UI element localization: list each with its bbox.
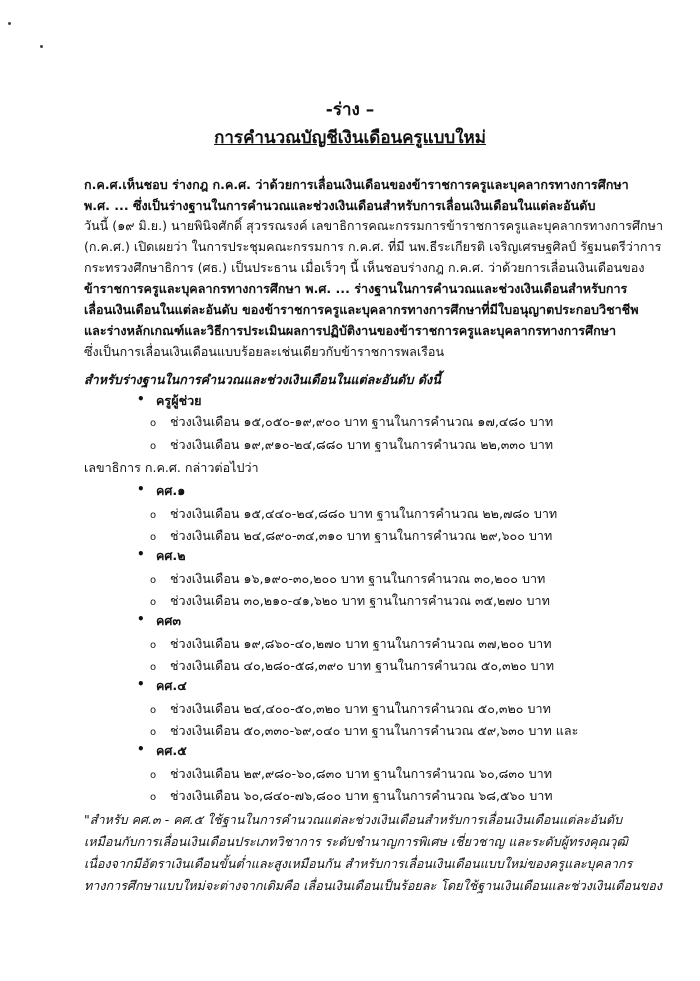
group-name: คศ.๕: [156, 743, 187, 758]
body-line: วันนี้ (๑๙ มิ.ย.) นายพินิจศักดิ์ สุวรรณรงค์ เลขาธิการคณะกรรมการข้าราชการครูและบุคลากรทางการศึกษา: [84, 218, 664, 233]
bullet-icon: •: [137, 392, 145, 406]
circle-bullet-icon: o: [150, 441, 157, 452]
circle-bullet-icon: o: [150, 770, 157, 781]
circle-bullet-icon: o: [150, 532, 157, 543]
body-line: เลื่อนเงินเดือนในแต่ละอันดับ ของข้าราชการครูและบุคลากรทางการศึกษาที่มีใบอนุญาตประกอบวิชาชีพ: [84, 302, 639, 317]
salary-row: ช่วงเงินเดือน ๒๙,๙๘๐-๖๐,๘๓๐ บาท ฐานในการคำนวณ ๖๐,๘๓๐ บาท: [170, 766, 553, 781]
body-line: ข้าราชการครูและบุคลากรทางการศึกษา พ.ศ. ... ร่างฐานในการคำนวณและช่วงเงินเดือนสำหรับการ: [84, 281, 628, 296]
bullet-icon: •: [137, 612, 145, 626]
footnote-line: "สำหรับ คศ.๓ - คศ.๕ ใช้ฐานในการคำนวณแต่ละช่วงเงินเดือนสำหรับการเลื่อนเงินเดือนแต่ละอันดับ: [84, 812, 623, 827]
intro-line: ก.ค.ศ.เห็นชอบ ร่างกฎ ก.ค.ศ. ว่าด้วยการเลื่อนเงินเดือนของข้าราชการครูและบุคลากรทางการศึกษา: [84, 177, 629, 192]
page-title: การคำนวณบัญชีเงินเดือนครูแบบใหม่: [214, 128, 486, 148]
body-line: กระทรวงศึกษาธิการ (ศธ.) เป็นประธาน เมื่อเร็วๆ นี้ เห็นชอบร่างกฎ ก.ค.ศ. ว่าด้วยการเลื่อนเงินเดือนของ: [84, 260, 645, 275]
bullet-icon: •: [137, 677, 145, 691]
footnote-line: เหมือนกับการเลื่อนเงินเดือนประเภทวิชาการ ระดับชำนาญการพิเศษ เชี่ยวชาญ และระดับผู้ทรงคุณวุฒิ: [84, 834, 628, 849]
salary-row: ช่วงเงินเดือน ๑๙,๙๑๐-๒๔,๘๘๐ บาท ฐานในการคำนวณ ๒๒,๓๓๐ บาท: [170, 437, 554, 452]
group-name: คศ.๔: [156, 678, 187, 693]
body-line: และร่างหลักเกณฑ์และวิธีการประเมินผลการปฏิบัติงานของข้าราชการครูและบุคลากรทางการศึกษา: [84, 323, 617, 338]
scan-speck: [8, 22, 11, 25]
draft-label: -ร่าง –: [325, 100, 375, 120]
bullet-icon: •: [137, 742, 145, 756]
bullet-icon: •: [137, 547, 145, 561]
intro-line: พ.ศ. ... ซึ่งเป็นร่างฐานในการคำนวณและช่วงเงินเดือนสำหรับการเลื่อนเงินเดือนในแต่ละอันดับ: [84, 198, 596, 213]
footnote-line: ทางการศึกษาแบบใหม่จะต่างจากเดิมคือ เลื่อนเงินเดือนเป็นร้อยละ โดยใช้ฐานเงินเดือนและช่วงเงินเดือนของ: [84, 878, 663, 893]
circle-bullet-icon: o: [150, 418, 157, 429]
group-name: คศ.๑: [156, 483, 186, 498]
group-name: คศ๓: [156, 613, 182, 628]
salary-row: ช่วงเงินเดือน ๔๐,๒๘๐-๕๘,๓๙๐ บาท ฐานในการคำนวณ ๕๐,๓๒๐ บาท: [170, 658, 555, 673]
salary-row: ช่วงเงินเดือน ๑๕,๔๔๐-๒๔,๘๘๐ บาท ฐานในการคำนวณ ๒๒,๗๘๐ บาท: [170, 506, 558, 521]
salary-row: ช่วงเงินเดือน ๒๔,๘๙๐-๓๔,๓๑๐ บาท ฐานในการคำนวณ ๒๙,๖๐๐ บาท: [170, 528, 553, 543]
bullet-icon: •: [137, 482, 145, 496]
circle-bullet-icon: o: [150, 597, 157, 608]
footnote-line: เนื่องจากมีอัตราเงินเดือนขั้นต่ำและสูงเหมือนกัน สำหรับการเลื่อนเงินเดือนแบบใหม่ของครูและบุคลากร: [84, 856, 633, 871]
circle-bullet-icon: o: [150, 575, 157, 586]
scan-speck: [40, 45, 43, 48]
interlude-text: เลขาธิการ ก.ค.ศ. กล่าวต่อไปว่า: [84, 460, 259, 475]
salary-row: ช่วงเงินเดือน ๓๐,๒๑๐-๔๑,๖๒๐ บาท ฐานในการคำนวณ ๓๕,๒๗๐ บาท: [170, 593, 550, 608]
circle-bullet-icon: o: [150, 510, 157, 521]
salary-row: ช่วงเงินเดือน ๑๕,๐๕๐-๑๙,๙๐๐ บาท ฐานในการคำนวณ ๑๗,๔๘๐ บาท: [170, 414, 554, 429]
group-name: ครูผู้ช่วย: [156, 393, 202, 408]
circle-bullet-icon: o: [150, 727, 157, 738]
group-name: คศ.๒: [156, 548, 186, 563]
salary-row: ช่วงเงินเดือน ๑๖,๑๙๐-๓๐,๒๐๐ บาท ฐานในการคำนวณ ๓๐,๒๐๐ บาท: [170, 571, 546, 586]
salary-row: ช่วงเงินเดือน ๖๐,๘๔๐-๗๖,๘๐๐ บาท ฐานในการคำนวณ ๖๘,๕๖๐ บาท: [170, 788, 553, 803]
circle-bullet-icon: o: [150, 792, 157, 803]
circle-bullet-icon: o: [150, 640, 157, 651]
salary-row: ช่วงเงินเดือน ๒๔,๔๐๐-๕๐,๓๒๐ บาท ฐานในการคำนวณ ๕๐,๓๒๐ บาท: [170, 701, 551, 716]
body-line: (ก.ค.ศ.) เปิดเผยว่า ในการประชุมคณะกรรมการ ก.ค.ศ. ที่มี นพ.ธีระเกียรติ เจริญเศรษฐศิลป์ รัฐมนตรีว่าการ: [84, 239, 662, 254]
body-line: ซึ่งเป็นการเลื่อนเงินเดือนแบบร้อยละเช่นเดียวกับข้าราชการพลเรือน: [84, 344, 445, 359]
salary-row: ช่วงเงินเดือน ๕๐,๓๓๐-๖๙,๐๔๐ บาท ฐานในการคำนวณ ๕๙,๖๓๐ บาท และ: [170, 723, 579, 738]
circle-bullet-icon: o: [150, 705, 157, 716]
section-heading: สำหรับร่างฐานในการคำนวณและช่วงเงินเดือนในแต่ละอันดับ ดังนี้: [84, 372, 441, 387]
circle-bullet-icon: o: [150, 662, 157, 673]
salary-row: ช่วงเงินเดือน ๑๙,๘๖๐-๔๐,๒๗๐ บาท ฐานในการคำนวณ ๓๗,๒๐๐ บาท: [170, 636, 552, 651]
